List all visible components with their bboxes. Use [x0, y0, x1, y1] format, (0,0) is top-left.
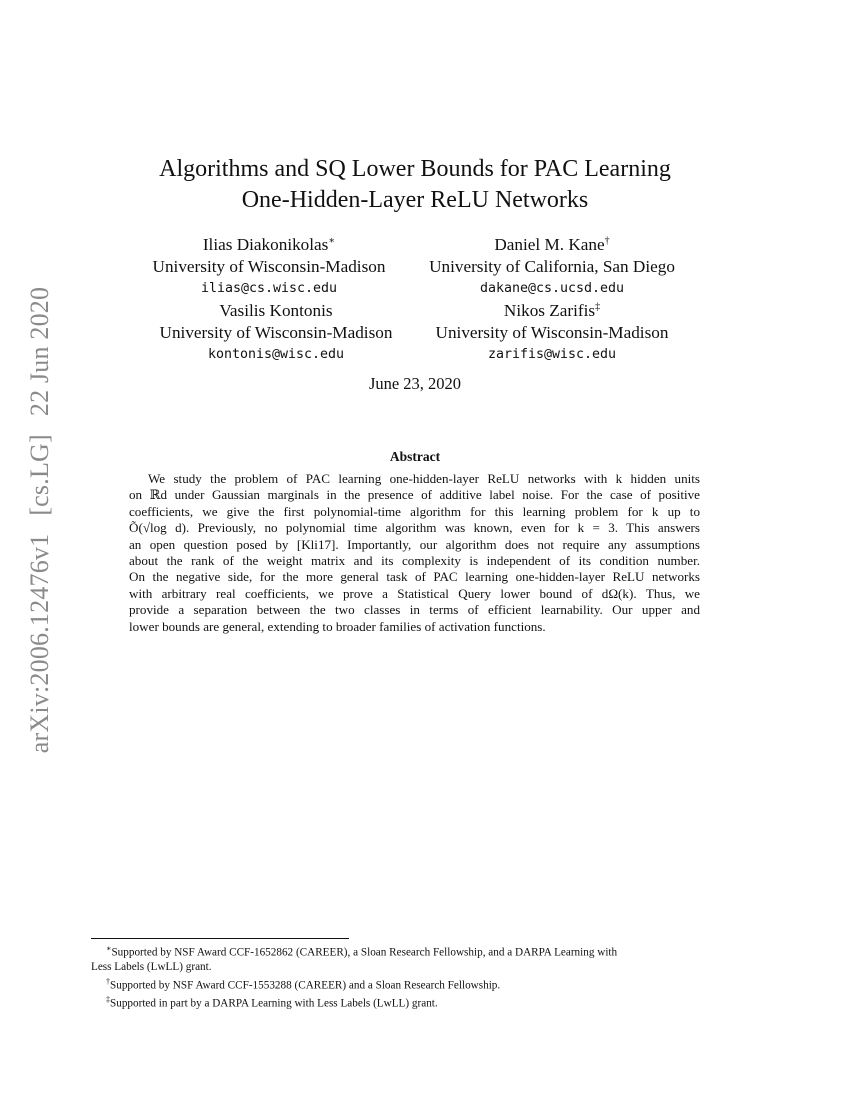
footnote-mark: † — [106, 976, 110, 986]
arxiv-date: 22 Jun 2020 — [25, 286, 54, 417]
footnote-text: Supported in part by a DARPA Learning with Less Labels (LwLL) grant. — [110, 997, 438, 1010]
abstract-line: coefficients, we give the first polynomial-time algorithm for this learning problem for k up to — [129, 503, 700, 519]
footnote-text: Supported by NSF Award CCF-1652862 (CAREER), a Sloan Research Fellowship, and a DARPA Learning with — [111, 946, 618, 959]
footnote-mark: ‡ — [106, 995, 110, 1005]
author-email[interactable]: zarifis@wisc.edu — [487, 347, 617, 362]
footnote-mark: † — [604, 235, 610, 247]
arxiv-category: [cs.LG] — [25, 434, 54, 516]
footnote-mark: ‡ — [595, 301, 601, 313]
abstract-heading: Abstract — [389, 449, 441, 464]
footnote — [91, 993, 751, 1011]
arxiv-identifier-stamp — [25, 287, 55, 753]
author-affiliation: University of Wisconsin-Madison — [159, 323, 393, 342]
paper-date: June 23, 2020 — [368, 374, 462, 393]
paper-title-line-1: Algorithms and SQ Lower Bounds for PAC Learning — [159, 156, 671, 182]
abstract-line: about the rank of the weight matrix and its complexity is independent of its condition number. — [129, 553, 700, 569]
footnote-mark: ∗ — [106, 944, 112, 953]
author-affiliation: University of California, San Diego — [429, 257, 675, 276]
abstract-line: lower bounds are general, extending to broader families of activation functions. — [129, 618, 546, 634]
footnote — [91, 975, 751, 993]
paper-title — [0, 154, 830, 216]
author-name: Vasilis Kontonis — [219, 301, 333, 320]
paper-title-line-2: One-Hidden-Layer ReLU Networks — [241, 187, 589, 213]
author-block — [402, 234, 702, 300]
author-affiliation: University of Wisconsin-Madison — [152, 257, 386, 276]
abstract-line: with arbitrary real coefficients, we prove a Statistical Query lower bound of dΩ(k). Thus, we — [129, 585, 700, 601]
abstract-body — [129, 471, 700, 635]
author-block — [119, 234, 419, 300]
abstract-line: an open question posed by [Kli17]. Importantly, our algorithm does not require any assumptions — [129, 536, 700, 552]
author-name: Ilias Diakonikolas∗ — [202, 235, 336, 254]
footnote-mark: ∗ — [328, 235, 336, 247]
footnote-divider — [91, 938, 349, 939]
author-block — [402, 300, 702, 366]
author-name: Nikos Zarifis‡ — [503, 301, 601, 320]
footnote-continuation: Less Labels (LwLL) grant. — [91, 961, 212, 974]
footnotes — [91, 942, 751, 1012]
author-email[interactable]: ilias@cs.wisc.edu — [200, 281, 338, 296]
abstract-line: on ℝd under Gaussian marginals in the presence of additive label noise. For the case of positive — [129, 487, 700, 503]
author-block — [126, 300, 426, 366]
abstract-line: We study the problem of PAC learning one-hidden-layer ReLU networks with k hidden units — [148, 471, 700, 486]
author-email[interactable]: kontonis@wisc.edu — [207, 347, 345, 362]
author-affiliation: University of Wisconsin-Madison — [435, 323, 669, 342]
abstract-line: On the negative side, for the more general task of PAC learning one-hidden-layer ReLU networks — [129, 569, 700, 585]
abstract-line: provide a separation between the two classes in terms of efficient learnability. Our upper and — [129, 602, 700, 618]
abstract-line: Õ(√log d). Previously, no polynomial time algorithm was known, even for k = 3. This answers — [129, 520, 700, 536]
arxiv-id: arXiv:2006.12476v1 — [25, 533, 54, 754]
author-email[interactable]: dakane@cs.ucsd.edu — [479, 281, 625, 296]
footnote-text: Supported by NSF Award CCF-1553288 (CAREER) and a Sloan Research Fellowship. — [110, 979, 501, 992]
footnote — [91, 942, 751, 960]
author-name: Daniel M. Kane† — [494, 235, 610, 254]
